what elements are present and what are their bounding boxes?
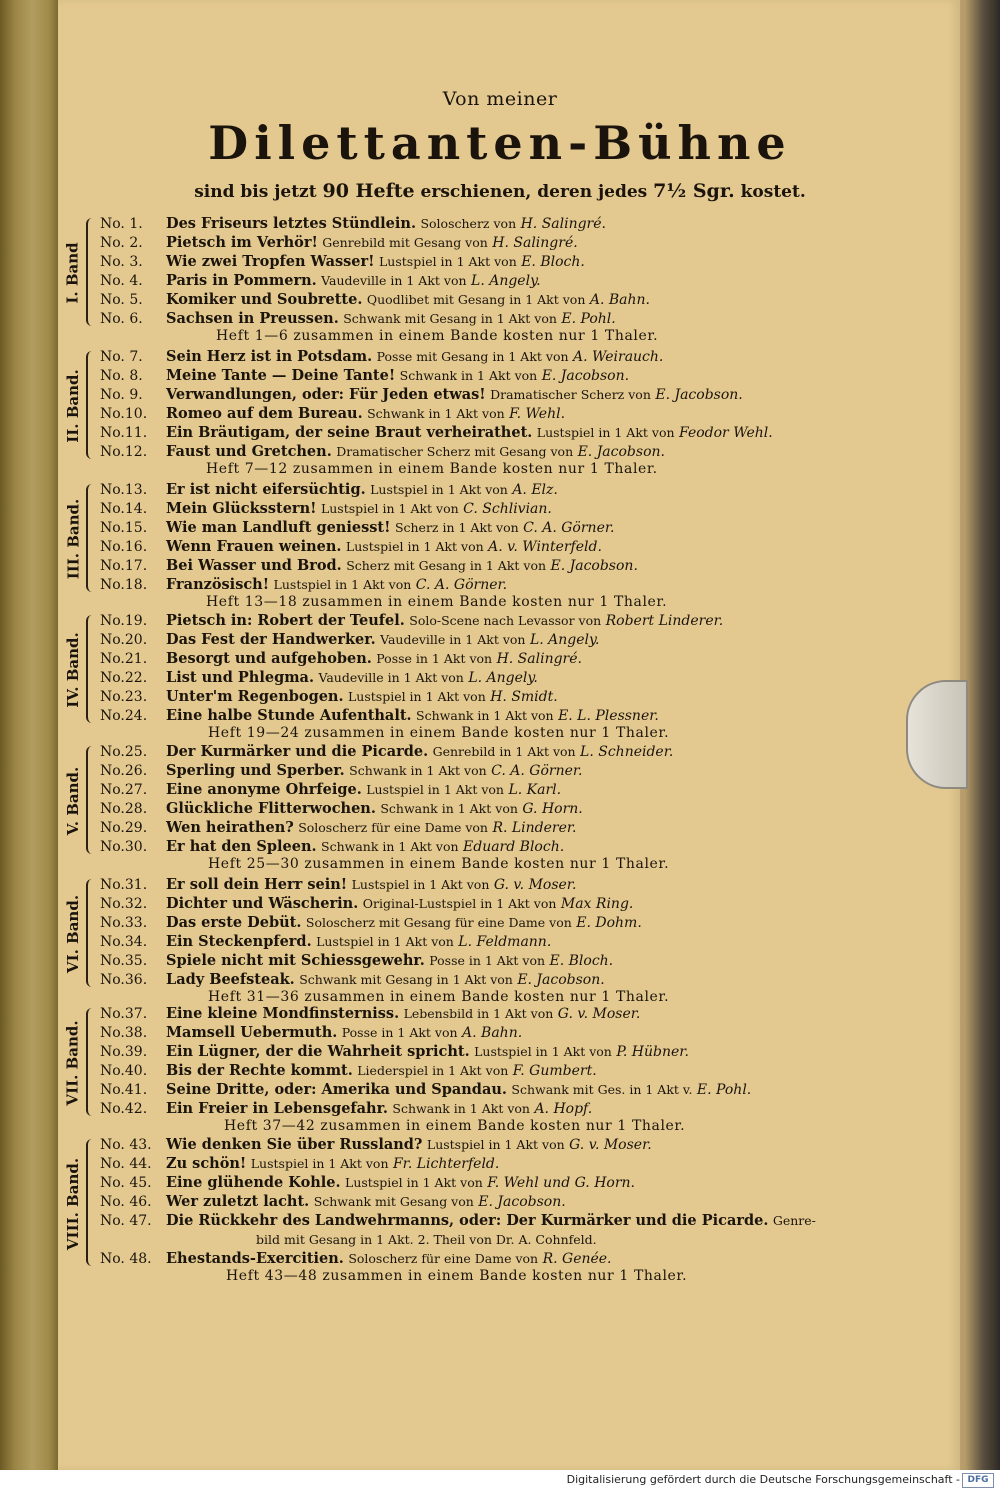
catalog-entry — [100, 649, 920, 668]
entry-title: Das erste Debüt. — [166, 914, 302, 931]
catalog-entry — [100, 480, 920, 499]
entry-author: A. Hopf. — [534, 1101, 593, 1117]
entry-number: No.34. — [100, 934, 148, 950]
entry-number: No.16. — [100, 539, 148, 555]
entry-author: Eduard Bloch. — [463, 839, 565, 855]
entry-number: No. 7. — [100, 349, 143, 365]
entry-description: Posse in 1 Akt von — [341, 1025, 458, 1040]
band-price-note: Heft 13—18 zusammen in einem Bande kosten nur 1 Thaler. — [206, 594, 668, 610]
entry-number: No.19. — [100, 613, 148, 629]
entry-description: Lustspiel in 1 Akt von — [250, 1156, 389, 1171]
entry-number: No. 47. — [100, 1213, 152, 1229]
entry-title: Der Kurmärker und die Picarde. — [166, 743, 429, 760]
catalog-entry — [100, 837, 920, 856]
entry-title: Ehestands-Exercitien. — [166, 1250, 344, 1267]
entry-description: Lustspiel in 1 Akt von — [426, 1137, 565, 1152]
catalog-entry — [100, 404, 920, 423]
catalog-entry — [100, 1099, 920, 1118]
entry-author: G. v. Moser. — [569, 1137, 652, 1153]
catalog-entry — [100, 799, 920, 818]
entry-title: Sachsen in Preussen. — [166, 310, 339, 327]
entry-number: No.12. — [100, 444, 148, 460]
entry-title: Spiele nicht mit Schiessgewehr. — [166, 952, 425, 969]
entry-description: Lustspiel in 1 Akt von — [474, 1044, 612, 1059]
catalog-entry — [100, 1154, 920, 1173]
catalog-entry — [100, 1173, 920, 1192]
band-label — [56, 216, 90, 330]
entry-description: Soloscherz für eine Dame von — [348, 1251, 539, 1266]
entry-author: G. Horn. — [522, 801, 583, 817]
entry-number: No.14. — [100, 501, 148, 517]
entry-number: No.33. — [100, 915, 148, 931]
catalog-entry — [100, 668, 920, 687]
entry-author: F. Wehl und G. Horn. — [487, 1175, 635, 1191]
entry-number: No.28. — [100, 801, 148, 817]
catalog-entry — [100, 894, 920, 913]
issue-price: 7½ Sgr. — [653, 180, 735, 202]
entry-number: No. 3. — [100, 254, 143, 270]
entry-author: C. A. Görner. — [523, 520, 615, 536]
entry-title: Bis der Rechte kommt. — [166, 1062, 353, 1079]
entry-title: Ein Steckenpferd. — [166, 933, 312, 950]
catalog-entry — [100, 518, 920, 537]
catalog-entry — [100, 687, 920, 706]
entry-author: H. Salingré. — [520, 216, 606, 232]
catalog-entry — [100, 575, 920, 594]
entry-author: L. Schneider. — [580, 744, 674, 760]
catalog-entry — [100, 913, 920, 932]
entry-author: Max Ring. — [560, 896, 634, 912]
catalog-entry — [100, 271, 920, 290]
entry-description: Schwank in 1 Akt von — [367, 406, 505, 421]
band-label-text: I. Band — [64, 242, 83, 304]
entry-title: Mamsell Uebermuth. — [166, 1024, 338, 1041]
band-label-text: VII. Band. — [64, 1020, 83, 1106]
entry-description: Schwank in 1 Akt von — [399, 368, 538, 383]
header-intro: Von meiner — [442, 88, 558, 110]
entry-number: No. 46. — [100, 1194, 152, 1210]
entry-description: Scherz mit Gesang in 1 Akt von — [346, 558, 547, 573]
band-price-note: Heft 1—6 zusammen in einem Bande kosten nur 1 Thaler. — [216, 328, 659, 344]
entry-description: Soloscherz mit Gesang für eine Dame von — [305, 915, 572, 930]
entry-author: L. Angely. — [529, 632, 600, 648]
entry-author: F. Wehl. — [509, 406, 566, 422]
entry-title: Faust und Gretchen. — [166, 443, 332, 460]
entry-description: Posse mit Gesang in 1 Akt von — [376, 349, 569, 364]
entry-description: Genrebild mit Gesang von — [322, 235, 488, 250]
entry-number: No. 48. — [100, 1251, 152, 1267]
entry-number: No.25. — [100, 744, 148, 760]
catalog-entry — [100, 932, 920, 951]
entry-title: Unter'm Regenbogen. — [166, 688, 344, 705]
entry-author: E. Jacobson. — [541, 368, 630, 384]
entry-description: Liederspiel in 1 Akt von — [357, 1063, 509, 1078]
band-label-text: IV. Band. — [64, 632, 82, 708]
band-bracket — [86, 879, 94, 987]
entry-author: A. Bahn. — [589, 292, 650, 308]
entry-author: E. Jacobson. — [517, 972, 605, 988]
entry-number: No.17. — [100, 558, 148, 574]
entry-author: C. A. Görner. — [491, 763, 583, 779]
band-bracket — [86, 1139, 94, 1266]
catalog-entry — [100, 780, 920, 799]
entry-description: Soloscherz von — [420, 216, 517, 231]
entry-description: Lustspiel in 1 Akt von — [345, 1175, 483, 1190]
book-spine — [0, 0, 58, 1470]
entry-title: Ein Lügner, der die Wahrheit spricht. — [166, 1043, 470, 1060]
entry-number: No.18. — [100, 577, 148, 593]
entry-number: No.40. — [100, 1063, 148, 1079]
entry-number: No. 1. — [100, 216, 143, 232]
catalog-entry — [100, 347, 920, 366]
entry-description: Posse in 1 Akt von — [376, 651, 493, 666]
catalog-entry — [100, 1249, 920, 1268]
entry-description: Original-Lustspiel in 1 Akt von — [362, 896, 557, 911]
entry-description: Schwank mit Gesang in 1 Akt von — [343, 311, 557, 326]
entry-author: P. Hübner. — [616, 1044, 689, 1060]
issue-count: 90 Hefte — [322, 180, 415, 202]
entry-title: Besorgt und aufgehoben. — [166, 650, 372, 667]
entry-title: Pietsch in: Robert der Teufel. — [166, 612, 405, 629]
entry-author: E. Bloch. — [521, 254, 585, 270]
catalog-entry — [100, 385, 920, 404]
entry-description: Schwank in 1 Akt von — [349, 763, 487, 778]
entry-description: Lustspiel in 1 Akt von — [320, 501, 459, 516]
entry-number: No. 8. — [100, 368, 143, 384]
entry-author: H. Smidt. — [490, 689, 558, 705]
subtitle-pre: sind bis jetzt — [194, 182, 317, 202]
catalog-entry — [100, 1211, 920, 1230]
entry-description: Vaudeville in 1 Akt von — [318, 670, 464, 685]
catalog-entry — [100, 537, 920, 556]
entry-author: E. Jacobson. — [478, 1194, 566, 1210]
catalog-entry — [100, 233, 920, 252]
entry-author: A. Elz. — [512, 482, 558, 498]
entry-description: Schwank mit Gesang in 1 Akt von — [299, 972, 513, 987]
entry-author: R. Genée. — [542, 1251, 612, 1267]
header-subtitle — [0, 180, 1000, 202]
entry-number: No.27. — [100, 782, 148, 798]
catalog-entry — [100, 1080, 920, 1099]
band-price-note: Heft 43—48 zusammen in einem Bande kosten nur 1 Thaler. — [226, 1268, 688, 1284]
entry-title: Eine anonyme Ohrfeige. — [166, 781, 362, 798]
entry-title: Des Friseurs letztes Stündlein. — [166, 215, 417, 232]
entry-title: Das Fest der Handwerker. — [166, 631, 376, 648]
band-label — [56, 482, 90, 596]
entry-author: E. Jacobson. — [550, 558, 638, 574]
catalog-entry — [100, 1023, 920, 1042]
band-bracket — [86, 351, 94, 459]
entry-author: E. L. Plessner. — [558, 708, 659, 724]
entry-number: No.21. — [100, 651, 148, 667]
entry-number: No.36. — [100, 972, 148, 988]
entry-title: Ein Bräutigam, der seine Braut verheirathet. — [166, 424, 533, 441]
entry-author: E. Dohm. — [576, 915, 642, 931]
catalog-entry — [100, 366, 920, 385]
catalog-entry — [100, 423, 920, 442]
band-label — [56, 1006, 90, 1120]
entry-author: L. Angely. — [471, 273, 541, 289]
entry-author: L. Angely. — [468, 670, 538, 686]
catalog-entry — [100, 1192, 920, 1211]
entry-description: Lustspiel in 1 Akt von — [536, 425, 675, 440]
entry-number: No.13. — [100, 482, 148, 498]
entry-author: G. v. Moser. — [557, 1006, 641, 1022]
entry-description: Vaudeville in 1 Akt von — [380, 632, 526, 647]
entry-title: Wen heirathen? — [166, 819, 294, 836]
entry-author: Feodor Wehl. — [679, 425, 773, 441]
entry-author: E. Jacobson. — [577, 444, 665, 460]
entry-description: Lustspiel in 1 Akt von — [273, 577, 412, 592]
catalog-entry — [100, 1135, 920, 1154]
catalog-entry — [100, 1042, 920, 1061]
band-bracket — [86, 218, 94, 326]
entry-title: Wie zwei Tropfen Wasser! — [166, 253, 375, 270]
entry-title: Eine glühende Kohle. — [166, 1174, 341, 1191]
band-label-text: III. Band. — [64, 498, 83, 580]
catalog-entry — [100, 818, 920, 837]
entry-number: No.24. — [100, 708, 148, 724]
catalog-entry — [100, 970, 920, 989]
footer-credit: Digitalisierung gefördert durch die Deutsche Forschungsgemeinschaft - — [566, 1473, 960, 1486]
entry-title: Wer zuletzt lacht. — [166, 1193, 310, 1210]
entry-description: Dramatischer Scherz mit Gesang von — [336, 444, 574, 459]
entry-description: Lustspiel in 1 Akt von — [347, 689, 486, 704]
band-price-note: Heft 25—30 zusammen in einem Bande kosten nur 1 Thaler. — [208, 856, 670, 872]
entry-description: Lustspiel in 1 Akt von — [378, 254, 517, 269]
entry-author: Robert Linderer. — [605, 613, 724, 629]
band-label-text: VI. Band. — [64, 894, 82, 974]
entry-title: Romeo auf dem Bureau. — [166, 405, 363, 422]
catalog-entry — [100, 290, 920, 309]
entry-number: No.31. — [100, 877, 148, 893]
catalog-entry — [100, 499, 920, 518]
entry-title: Dichter und Wäscherin. — [166, 895, 359, 912]
entry-author: A. Weirauch. — [572, 349, 664, 365]
entry-author: E. Jacobson. — [655, 387, 743, 403]
dfg-logo: DFG — [962, 1473, 994, 1488]
entry-description: Schwank in 1 Akt von — [392, 1101, 530, 1116]
entry-number: No.32. — [100, 896, 148, 912]
entry-title: Wie man Landluft geniesst! — [166, 519, 391, 536]
entry-author: R. Linderer. — [492, 820, 577, 836]
entry-description: Schwank in 1 Akt von — [380, 801, 518, 816]
entry-author: E. Pohl. — [561, 311, 616, 327]
entry-number: No.30. — [100, 839, 148, 855]
entry-title: Ein Freier in Lebensgefahr. — [166, 1100, 388, 1117]
entry-number: No.35. — [100, 953, 148, 969]
entry-title: Eine kleine Mondfinsterniss. — [166, 1005, 400, 1022]
band-bracket — [86, 484, 94, 592]
catalog-entry — [100, 309, 920, 328]
entry-number: No. 2. — [100, 235, 143, 251]
entry-description: Schwank mit Gesang von — [313, 1194, 474, 1209]
catalog-entry — [100, 556, 920, 575]
entry-description: Solo-Scene nach Levassor von — [409, 613, 602, 628]
entry-description: Dramatischer Scherz von — [490, 387, 651, 402]
band-label — [56, 349, 90, 463]
entry-number: No. 5. — [100, 292, 143, 308]
entry-title: List und Phlegma. — [166, 669, 314, 686]
entry-number: No.15. — [100, 520, 148, 536]
catalog-entry — [100, 875, 920, 894]
entry-description: Genrebild in 1 Akt von — [432, 744, 576, 759]
entry-description: Lebensbild in 1 Akt von — [403, 1006, 554, 1021]
catalog-entry — [100, 742, 920, 761]
entry-title: Verwandlungen, oder: Für Jeden etwas! — [166, 386, 486, 403]
entry-description: Schwank in 1 Akt von — [416, 708, 554, 723]
entry-author: C. Schlivian. — [463, 501, 552, 517]
entry-title: Sein Herz ist in Potsdam. — [166, 348, 373, 365]
entry-number: No.22. — [100, 670, 148, 686]
entry-number: No. 45. — [100, 1175, 152, 1191]
entry-number: No.38. — [100, 1025, 148, 1041]
catalog-entry — [100, 252, 920, 271]
entry-title: Wie denken Sie über Russland? — [166, 1136, 423, 1153]
entry-description: Lustspiel in 1 Akt von — [316, 934, 454, 949]
entry-author: L. Feldmann. — [458, 934, 552, 950]
entry-number: No. 4. — [100, 273, 143, 289]
entry-title: Pietsch im Verhör! — [166, 234, 318, 251]
entry-title: Mein Glücksstern! — [166, 500, 317, 517]
catalog-entry — [100, 611, 920, 630]
catalog-entry — [100, 214, 920, 233]
entry-author: A. Bahn. — [462, 1025, 523, 1041]
entry-description: Scherz in 1 Akt von — [394, 520, 519, 535]
entry-number: No. 9. — [100, 387, 143, 403]
entry-description: Lustspiel in 1 Akt von — [345, 539, 484, 554]
page-title: Dilettanten-Bühne — [208, 116, 792, 170]
entry-title: Komiker und Soubrette. — [166, 291, 363, 308]
entry-number: No.29. — [100, 820, 148, 836]
entry-title: Eine halbe Stunde Aufenthalt. — [166, 707, 412, 724]
entry-number: No.26. — [100, 763, 148, 779]
entry-author: E. Pohl. — [696, 1082, 752, 1098]
entry-title: Seine Dritte, oder: Amerika und Spandau. — [166, 1081, 507, 1098]
entry-description: Schwank in 1 Akt von — [321, 839, 459, 854]
entry-title: Meine Tante — Deine Tante! — [166, 367, 396, 384]
entry-title: Lady Beefsteak. — [166, 971, 295, 988]
entry-author: E. Bloch. — [549, 953, 614, 969]
entry-description: Vaudeville in 1 Akt von — [321, 273, 467, 288]
entry-number: No. 6. — [100, 311, 143, 327]
entry-number: No.23. — [100, 689, 148, 705]
entry-description: Lustspiel in 1 Akt von — [366, 782, 504, 797]
entry-number: No.42. — [100, 1101, 148, 1117]
band-price-note: Heft 31—36 zusammen in einem Bande kosten nur 1 Thaler. — [208, 989, 670, 1005]
entry-title: Französisch! — [166, 576, 270, 593]
entry-number: No.37. — [100, 1006, 148, 1022]
entry-description: Soloscherz für eine Dame von — [298, 820, 488, 835]
band-label — [56, 877, 90, 991]
band-price-note: Heft 37—42 zusammen in einem Bande kosten nur 1 Thaler. — [224, 1118, 686, 1134]
band-price-note: Heft 7—12 zusammen in einem Bande kosten nur 1 Thaler. — [206, 461, 658, 477]
band-label-text: VIII. Band. — [64, 1157, 82, 1250]
entry-author: H. Salingré. — [492, 235, 578, 251]
entry-number: No. 44. — [100, 1156, 152, 1172]
band-label — [56, 613, 90, 727]
entry-title: Die Rückkehr des Landwehrmanns, oder: Der Kurmärker und die Picarde. — [166, 1212, 769, 1229]
entry-description: Lustspiel in 1 Akt von — [370, 482, 508, 497]
entry-number: No.10. — [100, 406, 148, 422]
band-label-text: II. Band. — [64, 369, 82, 443]
entry-description: Posse in 1 Akt von — [429, 953, 546, 968]
band-bracket — [86, 1008, 94, 1116]
entry-number: No.20. — [100, 632, 148, 648]
catalog-entry — [100, 951, 920, 970]
catalog-entry — [100, 442, 920, 461]
subtitle-mid: erschienen, deren jedes — [420, 182, 648, 202]
entry-author: F. Gumbert. — [512, 1063, 597, 1079]
entry-title: Paris in Pommern. — [166, 272, 317, 289]
entry-author: A. v. Winterfeld. — [488, 539, 602, 555]
subtitle-post: kostet. — [740, 182, 806, 202]
entry-description: Quodlibet mit Gesang in 1 Akt von — [366, 292, 586, 307]
entry-description: Schwank mit Ges. in 1 Akt v. — [511, 1082, 693, 1097]
entry-title: Zu schön! — [166, 1155, 247, 1172]
entry-author: Fr. Lichterfeld. — [392, 1156, 500, 1172]
entry-continuation: bild mit Gesang in 1 Akt. 2. Theil von Dr. A. Cohnfeld. — [256, 1232, 597, 1247]
catalog-entry — [100, 1061, 920, 1080]
entry-author: G. v. Moser. — [493, 877, 577, 893]
entry-title: Glückliche Flitterwochen. — [166, 800, 376, 817]
entry-number: No. 43. — [100, 1137, 152, 1153]
band-bracket — [86, 615, 94, 723]
band-label — [56, 744, 90, 858]
entry-title: Bei Wasser und Brod. — [166, 557, 342, 574]
entry-author: L. Karl. — [508, 782, 562, 798]
entry-title: Wenn Frauen weinen. — [166, 538, 342, 555]
band-bracket — [86, 746, 94, 854]
catalog-entry — [100, 630, 920, 649]
band-label — [56, 1137, 90, 1270]
entry-number: No.11. — [100, 425, 148, 441]
band-price-note: Heft 19—24 zusammen in einem Bande kosten nur 1 Thaler. — [208, 725, 670, 741]
entry-title: Sperling und Sperber. — [166, 762, 345, 779]
entry-title: Er ist nicht eifersüchtig. — [166, 481, 366, 498]
catalog-entry — [100, 761, 920, 780]
entry-number: No.39. — [100, 1044, 148, 1060]
entry-author: H. Salingré. — [496, 651, 582, 667]
entry-description: Lustspiel in 1 Akt von — [351, 877, 490, 892]
entry-title: Er hat den Spleen. — [166, 838, 317, 855]
entry-author: C. A. Görner. — [415, 577, 508, 593]
entry-number: No.41. — [100, 1082, 148, 1098]
band-label-text: V. Band. — [64, 766, 83, 836]
entry-title: Er soll dein Herr sein! — [166, 876, 348, 893]
catalog-entry — [100, 1004, 920, 1023]
entry-description: Genre- — [772, 1213, 816, 1228]
footer-bar — [0, 1470, 1000, 1490]
catalog-entry — [100, 706, 920, 725]
